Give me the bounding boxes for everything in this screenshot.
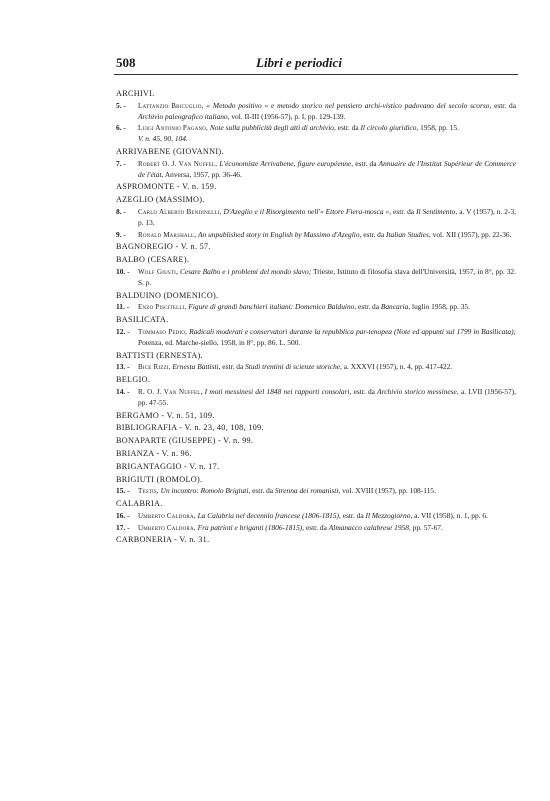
bibliography-entry [116, 523, 516, 534]
entry-number: 17. - [116, 522, 130, 532]
bibliography-entry [116, 123, 516, 145]
entry-author: R. O. J. Van Nuffel, [138, 387, 203, 396]
entry-author: Luigi Antonio Pagano, [138, 124, 208, 133]
entry-connector: estr. da [250, 486, 275, 496]
entry-number: 16. - [116, 510, 130, 520]
entry-number: 8. - [116, 206, 126, 216]
bibliography-entry [116, 207, 516, 229]
entry-details: vol. XII (1957), pp. 22-36. [430, 229, 512, 239]
section-heading: BALDUINO (DOMENICO). [116, 290, 219, 300]
entry-details: Anversa, 1957, pp. 36-46. [163, 169, 242, 179]
entry-title: L'économiste Arrivabene, figure européenne, [219, 158, 354, 168]
entry-source: Annuaire de l'Institut Supérieur de Commerce de l'état, [138, 158, 516, 179]
entry-title: « Metodo positivo » e metodo storico nel pensiero archi-vistico padovano del secolo scorso, [206, 100, 492, 110]
header-rule [114, 74, 518, 75]
entry-source: Strenna dei romanisti, [274, 486, 341, 496]
entry-connector: estr. da [351, 386, 378, 396]
entry-source: Il Mezzogiorno, [365, 510, 413, 520]
entry-details: luglio 1958, pp. 35. [410, 302, 470, 312]
entry-number: 6. - [116, 123, 126, 133]
section-heading: AZEGLIO (MASSIMO). [116, 195, 205, 205]
entry-details: a. V (1957), n. 2-3, p. 13. [138, 206, 517, 227]
bibliography-entry [116, 230, 516, 241]
entry-connector: estr. da [361, 229, 387, 239]
entry-title: La Calabria nel decennio francese (1806-1815), [197, 510, 341, 520]
entry-source: Archivio paleografico italiano, [138, 111, 230, 121]
section-heading: BATTISTI (ERNESTA). [116, 350, 203, 360]
entry-number: 13. - [116, 362, 130, 372]
entry-title: I moti messinesi del 1848 nei rapporti consolari, [204, 386, 352, 396]
entry-source: Bancaria, [380, 302, 411, 312]
bibliography-entry [116, 511, 516, 522]
section-heading: BRIGANTAGGIO - V. n. 17. [116, 461, 220, 471]
section-heading: BERGAMO - V. n. 51, 109. [116, 410, 215, 420]
entry-title: Ernesta Battisti, [172, 362, 221, 372]
entry-details: a. XXXVI (1957), n. 4, pp. 417-422. [341, 362, 453, 372]
section-heading: BRIANZA - V. n. 96. [116, 448, 192, 458]
entry-title: Un incontro: Romolo Brigiuti, [160, 486, 251, 496]
entry-number: 5. - [116, 100, 126, 110]
bibliography-entry [116, 267, 516, 289]
entry-details: pp. 57-67. [410, 522, 443, 532]
entry-number: 12. - [116, 326, 130, 336]
entry-connector: estr. da [391, 206, 417, 216]
entry-details: 1958, pp. 15. [418, 123, 459, 133]
section-heading: ARCHIVI. [116, 89, 155, 98]
section-heading: BELGIO. [116, 375, 151, 385]
section-heading: BRIGIUTI (ROMOLO). [116, 474, 203, 484]
entry-author: Enzo Piscitelli, [138, 303, 187, 312]
entry-title: D'Azeglio e il Risorgimento nell'« Ettore Fiera-mosca », [223, 206, 392, 216]
entry-connector: estr. da [356, 302, 381, 312]
entry-number: 9. - [116, 229, 126, 239]
entry-author: Tommaso Pedio, [138, 327, 188, 336]
entry-source: Almanacco calabrese 1958, [328, 522, 411, 532]
entry-source: Il circolo giuridico, [360, 123, 419, 133]
entry-title: Note sulla pubblicità degli atti di archivio, [209, 123, 336, 133]
page-header [116, 55, 516, 71]
entry-details: vol. II-III (1956-57), p. I, pp. 129-139. [229, 111, 346, 121]
section-heading: CALABRIA. [116, 499, 163, 509]
running-title: Libri e periodici [256, 55, 342, 70]
section-heading: CARBONERIA - V. n. 31. [116, 535, 210, 545]
entry-details: vol. XVIII (1957), pp. 108-115. [340, 486, 436, 496]
entry-connector: estr. da [335, 123, 361, 133]
entry-details: Potenza, ed. Marche-siello, 1958, in 8°, pp. 86. L. 500. [138, 337, 301, 347]
entry-number: 14. - [116, 386, 130, 396]
entry-details: a. LVII (1956-57), pp. 47-55. [138, 386, 516, 407]
entry-number: 10. - [116, 266, 130, 276]
entry-cross-reference: V. n. 45, 90, 104. [138, 134, 188, 144]
section-heading: ARRIVABENE (GIOVANNI). [116, 146, 224, 156]
entry-author: Lattanzio Bricuglio, [138, 101, 204, 110]
section-heading: BASILICATA. [116, 315, 169, 325]
entry-number: 15. - [116, 486, 130, 496]
entry-author: Ronald Marshall, [138, 230, 197, 239]
bibliography-entry [116, 302, 516, 313]
entry-source: Il Sentimento, [416, 206, 458, 216]
entry-source: Italian Studies, [386, 229, 431, 239]
bibliography-body [116, 87, 516, 547]
entry-title: Fra patrioti e briganti (1806-1815), [197, 522, 305, 532]
section-heading: BIBLIOGRAFIA - V. n. 23, 40, 108, 109. [116, 423, 264, 433]
section-heading: BONAPARTE (GIUSEPPE) - V. n. 99. [116, 436, 254, 446]
entry-details: a. VII (1958), n. 1, pp. 6. [412, 510, 488, 520]
section-heading: BALBO (CESARE). [116, 255, 190, 265]
bibliography-entry [116, 486, 516, 497]
entry-number: 11. - [116, 302, 130, 312]
entry-author: Wolf Giusti, [138, 267, 178, 276]
bibliography-entry [116, 387, 516, 409]
entry-connector: estr. da [220, 362, 246, 372]
entry-author: Umberto Caldora, [138, 511, 196, 520]
entry-author: Robert O. J. Van Nuffel, [138, 159, 218, 168]
entry-author: Umberto Caldora, [138, 523, 196, 532]
bibliography-entry [116, 159, 516, 181]
entry-number: 7. - [116, 158, 126, 168]
page-number: 508 [116, 55, 136, 70]
entry-connector: estr. da [340, 510, 366, 520]
entry-connector: estr. da [353, 158, 379, 168]
entry-connector: estr. da [491, 100, 516, 110]
bibliography-entry [116, 101, 516, 123]
entry-source: Studi trentini di scienze storiche, [245, 362, 342, 372]
section-heading: ASPROMONTE - V. n. 159. [116, 182, 217, 192]
entry-connector: estr. da [304, 522, 329, 532]
entry-author: Bice Rizzi, [138, 363, 171, 372]
entry-author: Testis, [138, 487, 159, 496]
bibliography-entry [116, 327, 516, 349]
entry-title: Radicali moderati e conservatori durante la repubblica par-tenopea (Note ed appunti sul 1799 in Basilicata); [189, 326, 516, 336]
entry-title: Cesare Balbo e i problemi del mondo slavo; [179, 266, 312, 276]
entry-author: Carlo Alberto Bendinelli, [138, 207, 222, 216]
entry-source: Archivio storico messinese, [377, 386, 459, 396]
entry-details: Trieste, Istituto di filosofia slava dell'Università, 1957, in 8°, pp. 32. S. p. [138, 266, 516, 287]
section-heading: BAGNOREGIO - V. n. 57. [116, 242, 211, 252]
entry-title: Figure di grandi banchieri italiani: Domenico Balduino, [188, 302, 357, 312]
bibliography-entry [116, 362, 516, 373]
entry-title: An unpublished story in English by Massimo d'Azeglio, [198, 229, 362, 239]
